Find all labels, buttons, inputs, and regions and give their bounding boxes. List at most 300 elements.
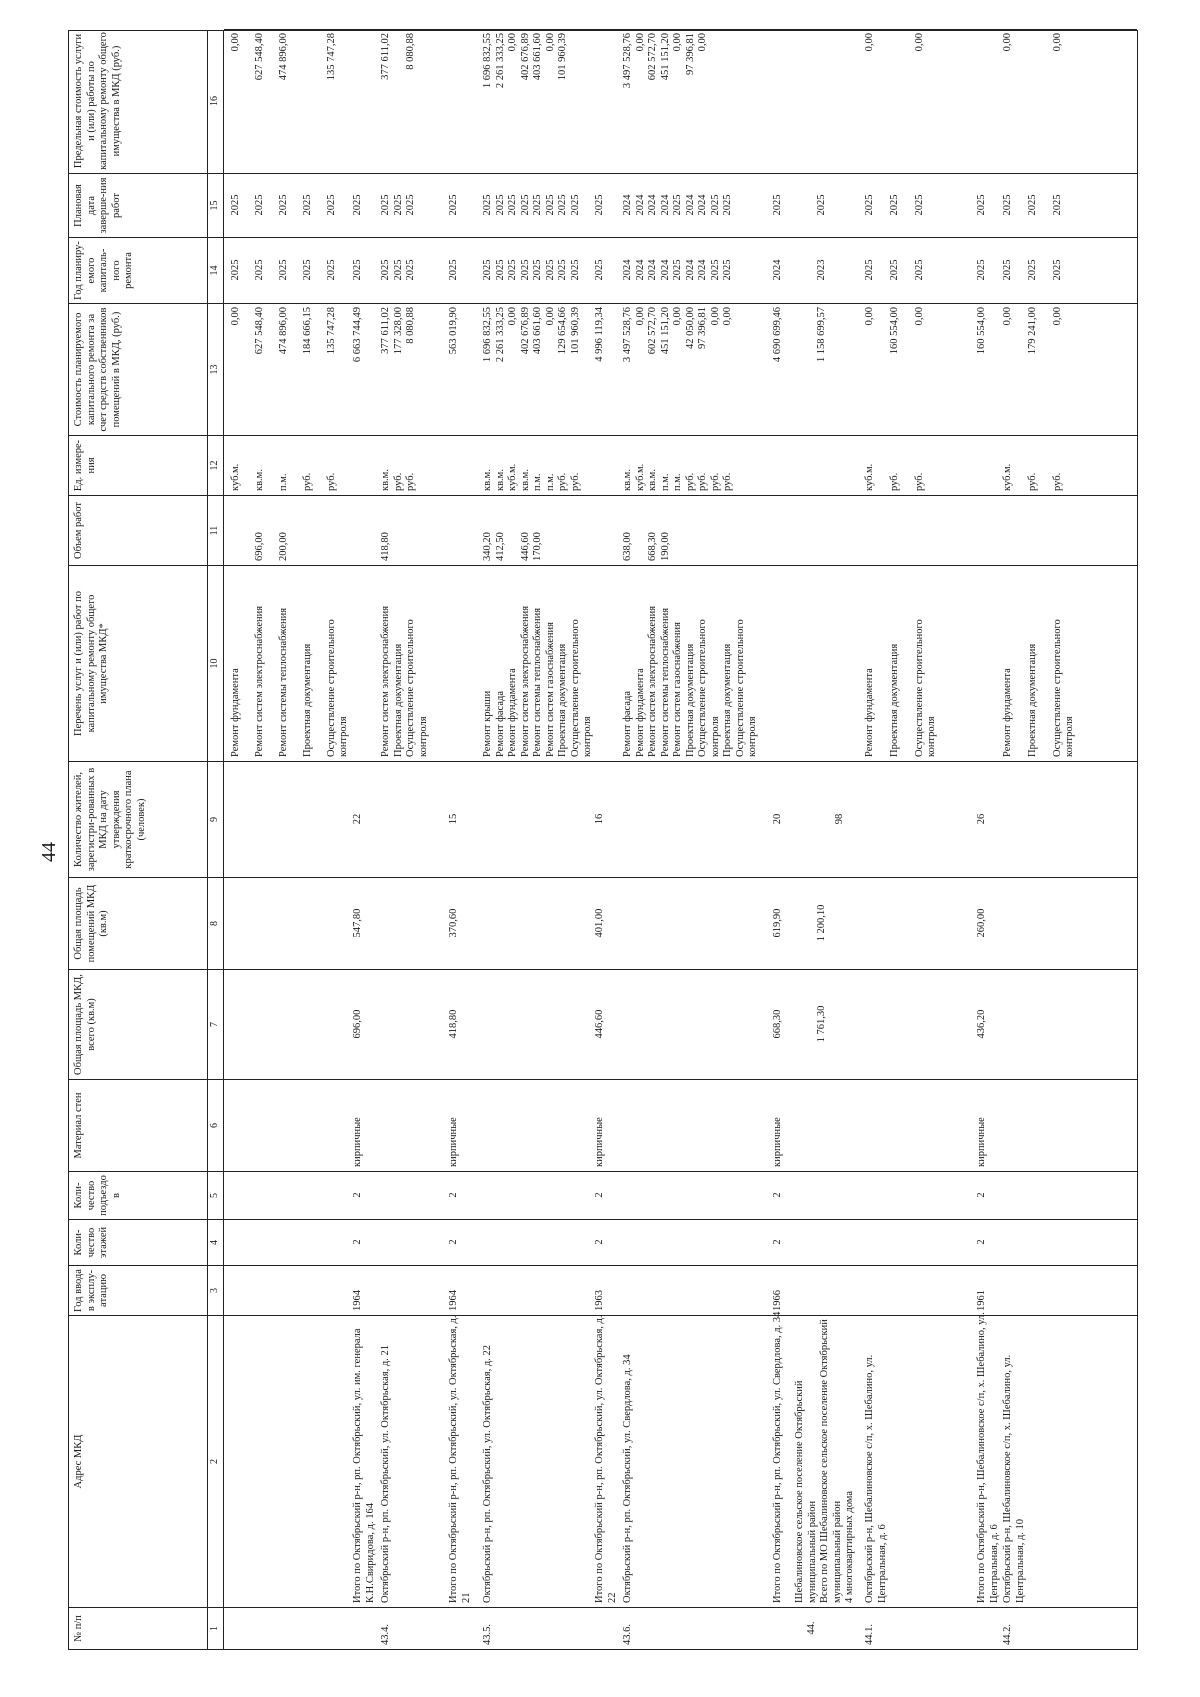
cell-rows-r434_works-0: Ремонт систем электроснабжения xyxy=(380,605,391,757)
cell-rows-r435_works-3: Ремонт систем электроснабжения xyxy=(519,605,531,757)
cell-rows-r442_date-2: 2025 xyxy=(1052,194,1063,216)
body-col-11 xyxy=(224,495,1137,565)
cell-rows-r436_cost-3: 451 151,20 xyxy=(659,307,671,355)
cell-rows-r435_date-2: 2025 xyxy=(507,194,518,216)
cell-rows-r435_year-3: 2025 xyxy=(519,259,531,281)
cell-rows-r435_cost-3: 402 676,89 xyxy=(519,307,531,355)
cell-rows-r435_unit-2: куб.м. xyxy=(507,463,518,491)
colnum-col-15 xyxy=(208,173,223,237)
cell-rows-r436_works-5: Проектная документация xyxy=(684,643,696,757)
cell-rows-r435_vol-1: 412,50 xyxy=(494,532,506,561)
column-number: 8 xyxy=(209,921,220,926)
cell-rows-a_year-1: 2025 xyxy=(254,259,265,281)
colnum-col-5 xyxy=(208,1171,223,1219)
cell-rows-t3_area: 446,60 xyxy=(594,1009,605,1039)
header-cell: Коли-чество подъездо в xyxy=(73,1175,122,1216)
cell-rows-r435_works-0: Ремонт крыши xyxy=(482,690,493,757)
cell-rows-a_cost-3: 184 666,15 xyxy=(302,307,313,355)
colnum-col-16 xyxy=(208,29,223,173)
cell-rows-t1_year: 1964 xyxy=(352,1290,363,1311)
header-cell: Адрес МКД xyxy=(73,1434,84,1489)
cell-rows-r436_vol-0: 638,00 xyxy=(622,532,633,561)
cell-rows-r435_limit-5: 0,00 xyxy=(544,33,556,52)
cell-rows-t3_addr-0: Итого по Октябрьский р-н, рп. Октябрьский, ул. Октябрьская, д. xyxy=(594,1315,605,1603)
cell-rows-r435_unit-6: руб. xyxy=(557,472,568,491)
column-number: 7 xyxy=(209,1022,220,1027)
cell-rows-r435_unit-7: руб. xyxy=(569,472,581,491)
page-number: 44 xyxy=(38,842,60,862)
cell-rows-r435_unit-0: кв.м. xyxy=(482,469,493,491)
cell-rows-r435_cost-5: 0,00 xyxy=(544,307,556,326)
cell-rows-r441_num: 44.1. xyxy=(864,1624,875,1645)
cell-rows-t5_ent: 2 xyxy=(976,1192,987,1198)
cell-rows-r435_year-2: 2025 xyxy=(507,259,518,281)
cell-rows-r436_unit-1: куб.м. xyxy=(634,463,646,491)
cell-rows-r436_date-5: 2024 xyxy=(684,194,696,216)
cell-rows-r434_year-1: 2025 xyxy=(392,259,404,281)
table-header xyxy=(68,30,208,1650)
cell-rows-r434_addr: Октябрьский р-н, рп. Октябрьский, ул. Октябрьская, д. 21 xyxy=(380,1345,391,1603)
cell-rows-r436_year-0: 2024 xyxy=(622,259,633,281)
cell-rows-r442_cost-0: 0,00 xyxy=(1002,307,1013,326)
cell-rows-r435_year-0: 2025 xyxy=(482,259,493,281)
cell-rows-t3_addr-1: 22 xyxy=(606,1592,618,1603)
header-cell: Общая площадь МКД, всего (кв.м) xyxy=(73,974,97,1075)
cell-rows-r442_works-2: Осуществление строительного xyxy=(1052,619,1063,757)
header-cell: Перечень услуг и (или) работ по капитальному ремонту общего имущества МКД* xyxy=(73,591,109,736)
cell-rows-r441_date-0: 2025 xyxy=(864,194,875,216)
cell-rows-t2_area: 418,80 xyxy=(448,1009,459,1039)
cell-rows-a_works-0: Ремонт фундамента xyxy=(230,668,241,757)
header-cell: Материал стен xyxy=(73,1092,84,1159)
colnum-col-13 xyxy=(208,303,223,435)
cell-rows-a_year-2: 2025 xyxy=(278,259,289,281)
cell-rows-r441_unit-1: руб. xyxy=(889,472,900,491)
cell-rows-t2_cost: 563 019,90 xyxy=(448,307,459,355)
cell-rows-r436_works-2: Ремонт систем электроснабжения xyxy=(647,605,658,757)
cell-rows-r441_date-2: 2025 xyxy=(914,194,925,216)
cell-rows-r435_limit-3: 402 676,89 xyxy=(519,33,531,81)
cell-rows-a_works-3: Проектная документация xyxy=(302,643,313,757)
column-number: 13 xyxy=(209,364,220,375)
cell-rows-r435_cost-1: 2 261 333,25 xyxy=(494,307,506,363)
cell-rows-r435_year-5: 2025 xyxy=(544,259,556,281)
column-number: 5 xyxy=(209,1193,220,1198)
header-col-11 xyxy=(69,495,207,565)
cell-rows-t5_area: 436,20 xyxy=(976,1009,987,1039)
cell-rows-r44_addr-0: Шебалиновское сельское поселение Октябрьский xyxy=(794,1380,805,1603)
cell-rows-r435_vol-0: 340,20 xyxy=(482,532,493,561)
cell-rows-r434_date-1: 2025 xyxy=(392,194,404,216)
column-number: 16 xyxy=(209,96,220,106)
capital-repair-plan-table xyxy=(68,30,1138,1650)
colnum-col-14 xyxy=(208,237,223,303)
cell-rows-r436_date-0: 2024 xyxy=(622,194,633,216)
header-col-14 xyxy=(69,237,207,303)
cell-rows-r442_year-1: 2025 xyxy=(1027,259,1038,281)
cell-rows-r434_vol: 418,80 xyxy=(380,532,391,561)
cell-rows-a_unit-2: п.м. xyxy=(278,473,289,491)
cell-rows-r435_num: 43.5. xyxy=(482,1624,493,1645)
column-number: 15 xyxy=(209,200,220,211)
header-col-3 xyxy=(69,1265,207,1315)
cell-rows-t5_mat: кирпичные xyxy=(976,1117,987,1167)
cell-rows-r436_unit-5: руб. xyxy=(684,472,696,491)
header-col-4 xyxy=(69,1219,207,1265)
cell-rows-r441_limit-1: 0,00 xyxy=(914,33,925,52)
cell-rows-t2_area2: 370,60 xyxy=(448,908,459,938)
cell-rows-r435_date-1: 2025 xyxy=(494,194,506,216)
header-col-15 xyxy=(69,173,207,237)
column-number: 11 xyxy=(209,525,220,536)
cell-rows-r434_year-2: 2025 xyxy=(405,259,416,281)
colnum-col-12 xyxy=(208,435,223,495)
colnum-col-8 xyxy=(208,877,223,969)
cell-rows-r436_date-4: 2025 xyxy=(672,194,683,216)
cell-rows-a_limit-0: 0,00 xyxy=(230,33,241,52)
cell-rows-a_unit-4: руб. xyxy=(326,472,337,491)
cell-rows-r435_vol-3: 446,60 xyxy=(519,532,531,561)
cell-rows-t2_d: 2025 xyxy=(448,194,459,216)
cell-rows-r44_people: 98 xyxy=(834,813,845,825)
cell-rows-t4_floors: 2 xyxy=(772,1239,783,1245)
cell-rows-r436_date-7: 2025 xyxy=(709,194,721,216)
cell-rows-r436_year-1: 2024 xyxy=(634,259,646,281)
header-col-10 xyxy=(69,565,207,761)
cell-rows-r441_year-2: 2025 xyxy=(914,259,925,281)
cell-rows-t4_mat: кирпичные xyxy=(772,1117,783,1167)
colnum-col-11 xyxy=(208,495,223,565)
colnum-col-1 xyxy=(208,1607,223,1649)
cell-rows-r436_year-2: 2024 xyxy=(647,259,658,281)
cell-rows-r435_year-7: 2025 xyxy=(569,259,581,281)
cell-rows-r435_works-8: контроля xyxy=(582,716,593,757)
cell-rows-r436_date-2: 2024 xyxy=(647,194,658,216)
cell-rows-r436_cost-6: 97 396,81 xyxy=(697,307,708,349)
cell-rows-r436_unit-0: кв.м. xyxy=(622,469,633,491)
column-number: 2 xyxy=(209,1459,220,1464)
cell-rows-t5_cost: 160 554,00 xyxy=(976,307,987,355)
cell-rows-t1_cost: 6 663 744,49 xyxy=(352,307,363,363)
cell-rows-a_works-4: Осуществление строительного xyxy=(326,619,337,757)
header-cell: Год ввода в эксплу-атацию xyxy=(73,1269,109,1312)
cell-rows-a_cost-2: 474 896,00 xyxy=(278,307,289,355)
cell-rows-r441_works-1: Проектная документация xyxy=(889,643,900,757)
cell-rows-r436_works-4: Ремонт систем газоснабжения xyxy=(672,622,683,757)
cell-rows-r436_limit-3: 451 151,20 xyxy=(659,33,671,81)
header-col-13 xyxy=(69,303,207,435)
header-cell: Объем работ xyxy=(73,502,84,559)
cell-rows-r435_year-1: 2025 xyxy=(494,259,506,281)
column-number: 14 xyxy=(209,265,220,276)
cell-rows-r441_cost-0: 0,00 xyxy=(864,307,875,326)
cell-rows-r434_date-0: 2025 xyxy=(380,194,391,216)
header-cell: Предельная стоимость услуги и (или) работы по капитальному ремонту общего имущества в МКД (руб.) xyxy=(73,32,122,170)
cell-rows-t4_area2: 619,90 xyxy=(772,908,783,938)
cell-rows-r436_works-9: Осуществление строительного xyxy=(734,619,746,757)
cell-rows-r436_cost-0: 3 497 528,76 xyxy=(622,307,633,363)
cell-rows-r435_cost-7: 101 960,39 xyxy=(569,307,581,355)
header-col-16 xyxy=(69,29,207,173)
cell-rows-t1_area: 696,00 xyxy=(352,1009,363,1039)
column-number: 6 xyxy=(209,1123,220,1128)
header-cell: Год планиру-емого капиталь-ного ремонта xyxy=(73,241,134,300)
cell-rows-r434_unit-2: руб. xyxy=(405,472,416,491)
cell-rows-r436_limit-0: 3 497 528,76 xyxy=(622,33,633,89)
cell-rows-r434_works-1: Проектная документация xyxy=(392,643,404,757)
cell-rows-r436_date-8: 2025 xyxy=(722,194,733,216)
cell-rows-r434_year-0: 2025 xyxy=(380,259,391,281)
cell-rows-r442_works-0: Ремонт фундамента xyxy=(1002,668,1013,757)
cell-rows-a_year-0: 2025 xyxy=(230,259,241,281)
cell-rows-t2_people: 15 xyxy=(448,813,459,825)
cell-rows-r435_vol-4: 170,00 xyxy=(532,532,543,561)
cell-rows-r435_cost-0: 1 696 832,55 xyxy=(482,307,493,363)
cell-rows-r436_year-3: 2024 xyxy=(659,259,671,281)
cell-rows-r441_unit-2: руб. xyxy=(914,472,925,491)
header-col-6 xyxy=(69,1079,207,1171)
header-cell: Стоимость планируемого капитального ремонта за счет средств собственников помещений в МКД, (руб.) xyxy=(73,307,122,432)
header-cell: Ед. измере-ния xyxy=(73,439,97,492)
cell-rows-t5_d: 2025 xyxy=(976,194,987,216)
cell-rows-r436_limit-6: 0,00 xyxy=(697,33,708,52)
cell-rows-r434_unit-1: руб. xyxy=(392,472,404,491)
cell-rows-r435_works-6: Проектная документация xyxy=(557,643,568,757)
cell-rows-a_works-2: Ремонт системы теплоснабжения xyxy=(278,607,289,757)
cell-rows-r436_cost-4: 0,00 xyxy=(672,307,683,326)
cell-rows-r436_date-3: 2024 xyxy=(659,194,671,216)
column-number: 1 xyxy=(209,1626,220,1631)
table-body xyxy=(224,30,1138,1650)
cell-rows-a_year-3: 2025 xyxy=(302,259,313,281)
cell-rows-r441_cost-1: 160 554,00 xyxy=(889,307,900,355)
cell-rows-r434_cost-2: 8 080,88 xyxy=(405,307,416,344)
cell-rows-a_unit-0: куб.м. xyxy=(230,463,241,491)
cell-rows-r435_date-6: 2025 xyxy=(557,194,568,216)
cell-rows-r436_year-8: 2025 xyxy=(722,259,733,281)
column-number: 12 xyxy=(209,460,220,471)
cell-rows-r441_works-3: контроля xyxy=(926,716,937,757)
cell-rows-t3_d: 2025 xyxy=(594,194,605,216)
cell-rows-r435_limit-4: 403 661,60 xyxy=(532,33,543,81)
cell-rows-r434_limit-0: 377 611,02 xyxy=(380,33,391,80)
cell-rows-r442_cost-2: 0,00 xyxy=(1052,307,1063,326)
cell-rows-a_date-4: 2025 xyxy=(326,194,337,216)
cell-rows-t5_area2: 260,00 xyxy=(976,908,987,938)
cell-rows-r442_unit-2: руб. xyxy=(1052,472,1063,491)
cell-rows-r435_date-7: 2025 xyxy=(569,194,581,216)
colnum-col-3 xyxy=(208,1265,223,1315)
cell-rows-r441_works-2: Осуществление строительного xyxy=(914,619,925,757)
cell-rows-r44_area2: 1 200,10 xyxy=(816,904,827,942)
cell-rows-r435_limit-0: 1 696 832,55 xyxy=(482,33,493,89)
cell-rows-a_works-5: контроля xyxy=(338,716,349,757)
colnum-col-9 xyxy=(208,761,223,877)
cell-rows-t2_ent: 2 xyxy=(448,1192,459,1198)
cell-rows-r435_cost-6: 129 654,66 xyxy=(557,307,568,355)
cell-rows-r442_works-1: Проектная документация xyxy=(1027,643,1038,757)
cell-rows-r441_works-0: Ремонт фундамента xyxy=(864,668,875,757)
cell-rows-r436_unit-6: руб. xyxy=(697,472,708,491)
colnum-col-6 xyxy=(208,1079,223,1171)
cell-rows-r436_num: 43.6. xyxy=(622,1624,633,1645)
cell-rows-r442_cost-1: 179 241,00 xyxy=(1027,307,1038,355)
cell-rows-r436_year-6: 2024 xyxy=(697,259,708,281)
cell-rows-a_works-1: Ремонт систем электроснабжения xyxy=(254,605,265,757)
cell-rows-r442_limit-0: 0,00 xyxy=(1002,33,1013,52)
cell-rows-r44_d: 2025 xyxy=(816,194,827,216)
header-cell: Плановая дата заверше-ния работ xyxy=(73,177,122,234)
cell-rows-r435_limit-6: 101 960,39 xyxy=(557,33,568,81)
cell-rows-a_date-0: 2025 xyxy=(230,194,241,216)
cell-rows-t4_people: 20 xyxy=(772,813,783,825)
cell-rows-r441_year-1: 2025 xyxy=(889,259,900,281)
cell-rows-r435_works-7: Осуществление строительного xyxy=(569,619,581,757)
cell-rows-r436_addr: Октябрьский р-н, рп. Октябрьский, ул. Свердлова, д. 34 xyxy=(622,1354,633,1603)
cell-rows-r436_works-3: Ремонт системы теплоснабжения xyxy=(659,607,671,757)
cell-rows-r442_addr-0: Октябрьский р-н, Шебалиновское с/п, х. Шебалино, ул. xyxy=(1002,1354,1013,1603)
cell-rows-a_year-4: 2025 xyxy=(326,259,337,281)
cell-rows-r436_cost-2: 602 572,70 xyxy=(647,307,658,355)
cell-rows-r435_date-5: 2025 xyxy=(544,194,556,216)
cell-rows-r436_limit-2: 602 572,70 xyxy=(647,33,658,81)
cell-rows-r441_addr-1: Центральная, д. 6 xyxy=(876,1524,888,1603)
cell-rows-r44_addr-2: Всего по МО Шебалиновское сельское поселение Октябрьский xyxy=(819,1319,830,1603)
cell-rows-t1_floors: 2 xyxy=(352,1239,363,1245)
cell-rows-r434_unit-0: кв.м. xyxy=(380,469,391,491)
cell-rows-t1_mat: кирпичные xyxy=(352,1117,363,1167)
cell-rows-t2_addr-1: 21 xyxy=(460,1592,472,1603)
cell-rows-r435_year-6: 2025 xyxy=(557,259,568,281)
cell-rows-a_cost-0: 0,00 xyxy=(230,307,241,326)
cell-rows-r442_date-1: 2025 xyxy=(1027,194,1038,216)
cell-rows-r436_limit-1: 0,00 xyxy=(634,33,646,52)
cell-rows-r434_num: 43.4. xyxy=(380,1624,391,1645)
cell-rows-r436_works-7: контроля xyxy=(709,716,721,757)
cell-rows-r436_limit-4: 0,00 xyxy=(672,33,683,52)
cell-rows-t3_mat: кирпичные xyxy=(594,1117,605,1167)
cell-rows-a_vol-1: 200,00 xyxy=(278,532,289,561)
cell-rows-r435_works-1: Ремонт фасада xyxy=(494,690,506,757)
cell-rows-t5_year: 1961 xyxy=(976,1290,987,1311)
cell-rows-t3_ent: 2 xyxy=(594,1192,605,1198)
cell-rows-t4_addr-0: Итого по Октябрьский р-н, рп. Октябрьский, ул. Свердлова, д. 34 xyxy=(772,1311,783,1603)
cell-rows-a_vol-0: 696,00 xyxy=(254,532,265,561)
cell-rows-a_limit-2: 474 896,00 xyxy=(278,33,289,81)
header-cell: Общая площадь помещений МКД (кв.м) xyxy=(73,884,109,963)
cell-rows-r434_works-3: контроля xyxy=(417,716,429,757)
cell-rows-r435_unit-4: п.м. xyxy=(532,473,543,491)
cell-rows-r435_works-4: Ремонт системы теплоснабжения xyxy=(532,607,543,757)
cell-rows-t4_cost: 4 690 699,46 xyxy=(772,307,783,363)
header-cell: Количество жителей, зарегистри-рованных в МКД на дату утверждения краткосрочного плана (человек) xyxy=(73,767,147,872)
cell-rows-a_limit-3: 135 747,28 xyxy=(326,33,337,81)
cell-rows-r441_year-0: 2025 xyxy=(864,259,875,281)
cell-rows-t5_addr-1: Центральная, д. 6 xyxy=(988,1524,1000,1603)
cell-rows-r442_date-0: 2025 xyxy=(1002,194,1013,216)
header-col-5 xyxy=(69,1171,207,1219)
header-col-8 xyxy=(69,877,207,969)
cell-rows-r441_date-1: 2025 xyxy=(889,194,900,216)
cell-rows-r436_limit-5: 97 396,81 xyxy=(684,33,696,75)
body-col-1 xyxy=(224,1607,1137,1649)
cell-rows-r436_works-10: контроля xyxy=(747,716,758,757)
cell-rows-t2_addr-0: Итого по Октябрьский р-н, рп. Октябрьский, ул. Октябрьская, д. xyxy=(448,1315,459,1603)
cell-rows-t3_people: 16 xyxy=(594,813,605,825)
cell-rows-r436_unit-7: руб. xyxy=(709,472,721,491)
cell-rows-t5_y: 2025 xyxy=(976,259,987,281)
cell-rows-t5_addr-0: Итого по Октябрьский р-н, Шебалиновское с/п, х. Шебалино, ул. xyxy=(976,1312,987,1603)
cell-rows-r442_year-0: 2025 xyxy=(1002,259,1013,281)
cell-rows-t3_cost: 4 996 119,34 xyxy=(594,307,605,362)
cell-rows-r442_limit-1: 0,00 xyxy=(1052,33,1063,52)
cell-rows-r435_unit-3: кв.м. xyxy=(519,469,531,491)
cell-rows-r442_num: 44.2. xyxy=(1002,1624,1013,1645)
cell-rows-r436_date-1: 2024 xyxy=(634,194,646,216)
cell-rows-t1_y: 2025 xyxy=(352,259,363,281)
cell-rows-r435_date-3: 2025 xyxy=(519,194,531,216)
cell-rows-r436_year-4: 2025 xyxy=(672,259,683,281)
cell-rows-r44_cost: 1 158 699,57 xyxy=(816,307,827,363)
cell-rows-r441_addr-0: Октябрьский р-н, Шебалиновское с/п, х. Шебалино, ул. xyxy=(864,1354,875,1603)
cell-rows-t4_ent: 2 xyxy=(772,1192,783,1198)
column-number: 3 xyxy=(209,1288,220,1293)
colnum-col-2 xyxy=(208,1315,223,1607)
cell-rows-r436_year-7: 2025 xyxy=(709,259,721,281)
cell-rows-r434_limit-1: 8 080,88 xyxy=(405,33,416,70)
cell-rows-a_unit-1: кв.м. xyxy=(254,469,265,491)
cell-rows-r436_works-8: Проектная документация xyxy=(722,643,733,757)
cell-rows-t1_d: 2025 xyxy=(352,194,363,216)
cell-rows-t5_floors: 2 xyxy=(976,1239,987,1245)
cell-rows-r435_date-4: 2025 xyxy=(532,194,543,216)
header-col-2 xyxy=(69,1315,207,1607)
cell-rows-r434_cost-0: 377 611,02 xyxy=(380,307,391,354)
cell-rows-r436_unit-3: п.м. xyxy=(659,473,671,491)
cell-rows-t5_people: 26 xyxy=(976,813,987,825)
cell-rows-r44_addr-1: муниципальный район xyxy=(806,1500,818,1603)
cell-rows-r436_unit-2: кв.м. xyxy=(647,469,658,491)
cell-rows-r435_addr: Октябрьский р-н, рп. Октябрьский, ул. Октябрьская, д. 22 xyxy=(482,1345,493,1603)
cell-rows-t2_y: 2025 xyxy=(448,259,459,281)
column-number-row xyxy=(208,30,224,1650)
cell-rows-r435_unit-1: кв.м. xyxy=(494,469,506,491)
cell-rows-a_cost-4: 135 747,28 xyxy=(326,307,337,355)
cell-rows-t2_mat: кирпичные xyxy=(448,1117,459,1167)
cell-rows-r44_addr-4: 4 многоквартирных дома xyxy=(844,1490,855,1603)
cell-rows-r44_addr-3: муниципальный район xyxy=(831,1500,843,1603)
cell-rows-r442_unit-0: куб.м. xyxy=(1002,463,1013,491)
cell-rows-r435_limit-1: 2 261 333,25 xyxy=(494,33,506,89)
cell-rows-r436_cost-1: 0,00 xyxy=(634,307,646,326)
cell-rows-r436_vol-2: 668,30 xyxy=(647,532,658,561)
cell-rows-r436_cost-5: 42 050,00 xyxy=(684,307,696,349)
colnum-col-10 xyxy=(208,565,223,761)
cell-rows-r436_cost-7: 0,00 xyxy=(709,307,721,326)
cell-rows-r435_limit-2: 0,00 xyxy=(507,33,518,52)
cell-rows-t4_d: 2025 xyxy=(772,194,783,216)
column-number: 9 xyxy=(209,817,220,822)
cell-rows-t2_floors: 2 xyxy=(448,1239,459,1245)
header-col-7 xyxy=(69,969,207,1079)
header-cell: № п/п xyxy=(73,1615,84,1642)
cell-rows-t1_people: 22 xyxy=(352,813,363,825)
cell-rows-a_date-1: 2025 xyxy=(254,194,265,216)
cell-rows-a_cost-1: 627 548,40 xyxy=(254,307,265,355)
cell-rows-r435_works-5: Ремонт систем газоснабжения xyxy=(544,622,556,757)
header-col-9 xyxy=(69,761,207,877)
colnum-col-7 xyxy=(208,969,223,1079)
